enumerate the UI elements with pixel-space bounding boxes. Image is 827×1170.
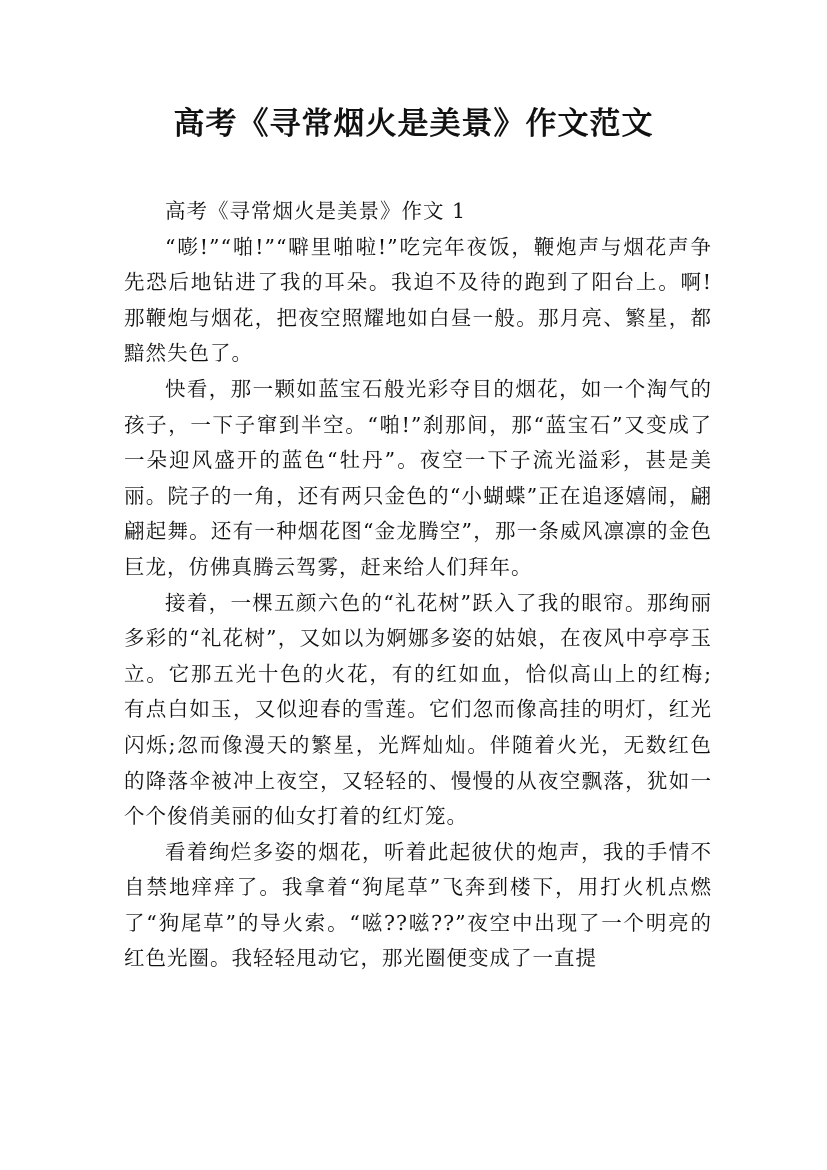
essay-subtitle: 高考《寻常烟火是美景》作文 1: [165, 199, 467, 223]
document-body: [124, 194, 712, 977]
document-title: 高考《寻常烟火是美景》作文范文: [173, 106, 654, 142]
paragraph-3: 接着，一棵五颜六色的“礼花树”跃入了我的眼帘。那绚丽多彩的“礼花树”，又如以为婀娜多姿的姑娘，在夜风中亭亭玉立。它那五光十色的火花，有的红如血，恰似高山上的红梅;有点白如玉，又似迎春的雪莲。它们忽而像高挂的明灯，红光闪烁;忽而像漫天的繁星，光辉灿灿。伴随着火光，无数红色的降落伞被冲上夜空，又轻轻的、慢慢的从夜空飘落，犹如一个个俊俏美丽的仙女打着的红灯笼。: [124, 590, 712, 829]
paragraph-2: 快看，那一颗如蓝宝石般光彩夺目的烟花，如一个淘气的孩子，一下子窜到半空。“啪!”刹那间，那“蓝宝石”又变成了一朵迎风盛开的蓝色“牡丹”。夜空一下子流光溢彩，甚是美丽。院子的一角，还有两只金色的“小蝴蝶”正在追逐嬉闹，翩翩起舞。还有一种烟花图“金龙腾空”，那一条威风凛凛的金色巨龙，仿佛真腾云驾雾，赶来给人们拜年。: [124, 376, 712, 579]
paragraph-4: 看着绚烂多姿的烟花，听着此起彼伏的炮声，我的手情不自禁地痒痒了。我拿着“狗尾草”飞奔到楼下，用打火机点燃了“狗尾草”的导火索。“嗞??嗞??”夜空中出现了一个明亮的红色光圈。我轻轻甩动它，那光圈便变成了一直提: [124, 839, 712, 971]
paragraph-1: “嘭!”“啪!”“噼里啪啦!”吃完年夜饭，鞭炮声与烟花声争先恐后地钻进了我的耳朵。我迫不及待的跑到了阳台上。啊!那鞭炮与烟花，把夜空照耀地如白昼一般。那月亮、繁星，都黯然失色了。: [124, 234, 712, 366]
